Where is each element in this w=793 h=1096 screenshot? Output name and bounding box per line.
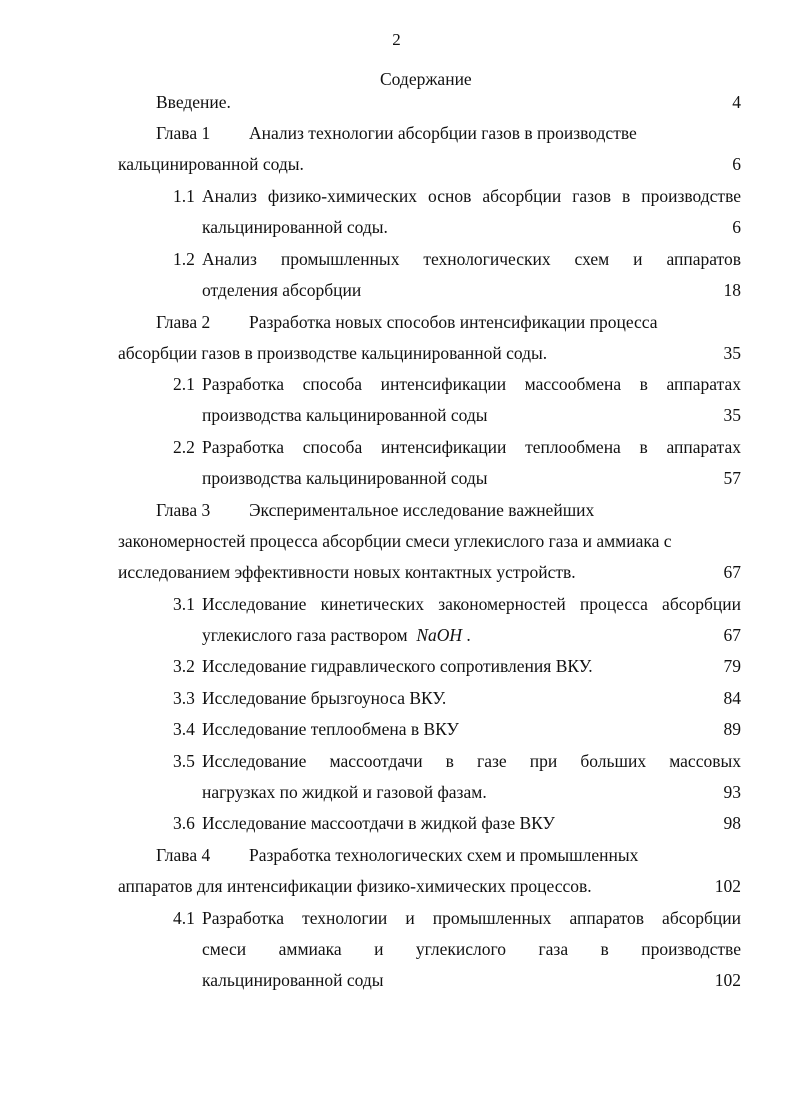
toc-entry-page: 102 — [714, 876, 741, 896]
section-number: 1.1 — [173, 186, 195, 206]
section-title: отделения абсорбции — [202, 280, 362, 300]
section-title: Исследование гидравлического сопротивления ВКУ. — [202, 656, 593, 676]
section-number: 3.6 — [173, 813, 195, 833]
toc-entry-page: 57 — [723, 468, 741, 488]
section-number: 2.2 — [173, 437, 195, 457]
section-number: 3.4 — [173, 719, 195, 739]
section-title: Анализ физико-химических основ абсорбции газов в производстве — [202, 186, 741, 206]
section-title-line — [202, 623, 471, 647]
toc-entry-page: 102 — [714, 970, 741, 990]
section-number: 4.1 — [173, 908, 195, 928]
toc-entry-page: 6 — [732, 217, 741, 237]
section-title: Разработка способа интенсификации массообмена в аппаратах — [202, 374, 741, 394]
toc-entry-page: 93 — [723, 782, 741, 802]
chapter-title: Анализ технологии абсорбции газов в производстве — [249, 123, 637, 143]
chapter-number: Глава 3 — [156, 500, 211, 520]
section-title: Исследование кинетических закономерностей процесса абсорбции — [202, 594, 741, 614]
chapter-title: закономерностей процесса абсорбции смеси углекислого газа и аммиака с — [118, 531, 672, 551]
section-title-end: . — [466, 625, 471, 645]
toc-entry-page: 79 — [723, 656, 741, 676]
section-title: производства кальцинированной соды — [202, 405, 488, 425]
section-title: Исследование массоотдачи в жидкой фазе ВКУ — [202, 813, 555, 833]
page-number: 2 — [392, 30, 401, 49]
chapter-title: кальцинированной соды. — [118, 154, 304, 174]
chapter-title: Разработка технологических схем и промышленных — [249, 845, 639, 865]
section-title: Исследование теплообмена в ВКУ — [202, 719, 459, 739]
section-number: 3.5 — [173, 751, 195, 771]
section-title: кальцинированной соды. — [202, 217, 388, 237]
section-number: 2.1 — [173, 374, 195, 394]
toc-entry-page: 98 — [723, 813, 741, 833]
section-title: Анализ промышленных технологических схем и аппаратов — [202, 249, 741, 269]
section-title: нагрузках по жидкой и газовой фазам. — [202, 782, 487, 802]
toc-entry-page: 67 — [723, 562, 741, 582]
section-title: Разработка технологии и промышленных аппаратов абсорбции — [202, 908, 741, 928]
toc-entry-label: Введение. — [156, 92, 231, 112]
chapter-title: исследованием эффективности новых контактных устройств. — [118, 562, 576, 582]
section-title: производства кальцинированной соды — [202, 468, 488, 488]
chapter-number: Глава 1 — [156, 123, 211, 143]
chapter-title: Разработка новых способов интенсификации процесса — [249, 312, 658, 332]
section-number: 3.2 — [173, 656, 195, 676]
toc-entry-page: 35 — [723, 405, 741, 425]
toc-entry-page: 18 — [723, 280, 741, 300]
chapter-number: Глава 4 — [156, 845, 211, 865]
section-title: углекислого газа раствором — [202, 625, 408, 645]
toc-entry-page: 35 — [723, 343, 741, 363]
toc-entry-page: 89 — [723, 719, 741, 739]
toc-entry-page: 84 — [723, 688, 741, 708]
toc-entry-page: 67 — [723, 625, 741, 645]
chapter-title: Экспериментальное исследование важнейших — [249, 500, 595, 520]
section-title: Исследование брызгоуноса ВКУ. — [202, 688, 447, 708]
toc-entry-page: 4 — [732, 92, 741, 112]
section-title: смеси аммиака и углекислого газа в производстве — [202, 939, 741, 959]
section-number: 3.3 — [173, 688, 195, 708]
formula-naoh: NaOH — [416, 625, 463, 645]
section-title: Исследование массоотдачи в газе при больших массовых — [202, 751, 741, 771]
toc-title: Содержание — [380, 69, 472, 89]
section-title: кальцинированной соды — [202, 970, 384, 990]
toc-entry-page: 6 — [732, 154, 741, 174]
section-title: Разработка способа интенсификации теплообмена в аппаратах — [202, 437, 741, 457]
chapter-title: абсорбции газов в производстве кальцинированной соды. — [118, 343, 548, 363]
chapter-title: аппаратов для интенсификации физико-химических процессов. — [118, 876, 592, 896]
chapter-number: Глава 2 — [156, 312, 211, 332]
section-number: 3.1 — [173, 594, 195, 614]
section-number: 1.2 — [173, 249, 195, 269]
